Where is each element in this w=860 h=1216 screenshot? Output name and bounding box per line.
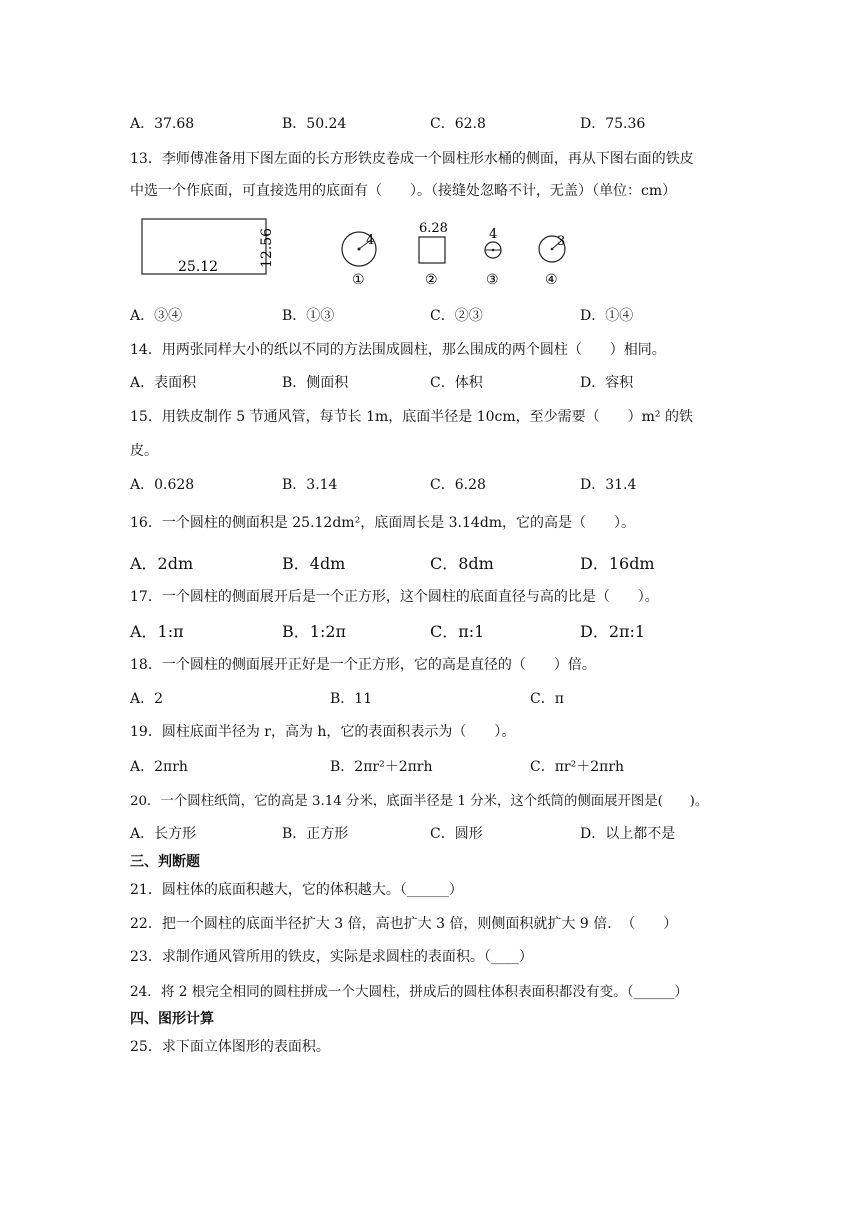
q25-text: 25．求下面立体图形的表面积。 (130, 1039, 330, 1055)
q15-line1: 15．用铁皮制作 5 节通风管，每节长 1m，底面半径是 10cm，至少需要（ ）m² 的铁 (130, 409, 693, 425)
section-figure-calc-heading: 四、图形计算 (130, 1011, 214, 1027)
q18-text: 18．一个圆柱的侧面展开正好是一个正方形，它的高是直径的（ ）倍。 (130, 657, 596, 673)
section-true-false-heading: 三、判断题 (130, 854, 200, 870)
q17-option-a: A．1:π (130, 622, 184, 641)
shape4-number: ④ (545, 272, 558, 288)
q15-option-a: A．0.628 (130, 477, 195, 493)
q19-option-a: A．2πrh (130, 759, 188, 775)
q17-option-c: C．π:1 (430, 622, 485, 641)
q16-option-a: A．2dm (130, 554, 194, 573)
q20-option-a: A．长方形 (130, 826, 197, 842)
q14-option-b: B．侧面积 (282, 375, 349, 391)
q12-option-a: A．37.68 (130, 116, 195, 132)
shape3-number: ③ (486, 272, 499, 288)
q16-option-b: B．4dm (282, 554, 346, 573)
q17-option-d: D．2π:1 (580, 622, 646, 641)
q13-line2: 中选一个作底面，可直接选用的底面有（ ）。（接缝处忽略不计，无盖）（单位：cm） (130, 183, 677, 199)
shape1-number: ① (352, 272, 365, 288)
q13-option-c: C．②③ (430, 308, 483, 324)
q16-option-c: C．8dm (430, 554, 494, 573)
q17-text: 17．一个圆柱的侧面展开后是一个正方形，这个圆柱的底面直径与高的比是（ ）。 (130, 589, 659, 605)
q24-text: 24．将 2 根完全相同的圆柱拼成一个大圆柱，拼成后的圆柱体积表面积都没有变。（______） (130, 984, 688, 1000)
q22-text: 22．把一个圆柱的底面半径扩大 3 倍，高也扩大 3 倍，则侧面积就扩大 9 倍． （ ） (130, 916, 678, 932)
q17-option-b: B．1:2π (282, 622, 347, 641)
q21-text: 21．圆柱体的底面积越大，它的体积越大。（______） (130, 882, 463, 898)
q23-text: 23．求制作通风管所用的铁皮，实际是求圆柱的表面积。（____） (130, 949, 533, 965)
shape4-label: 3 (557, 234, 566, 249)
q13-line1: 13．李师傅准备用下图左面的长方形铁皮卷成一个圆柱形水桶的侧面，再从下图右面的铁皮 (130, 151, 694, 167)
q20-option-b: B．正方形 (282, 826, 349, 842)
shape2-label: 6.28 (419, 221, 448, 236)
q16-option-d: D．16dm (580, 554, 655, 573)
q18-option-a: A．2 (130, 691, 164, 707)
q12-option-c: C．62.8 (430, 116, 486, 132)
q13-option-b: B．①③ (282, 308, 335, 324)
q14-option-c: C．体积 (430, 375, 483, 391)
q15-option-c: C．6.28 (430, 477, 486, 493)
q18-option-c: C．π (530, 691, 564, 707)
q15-line2: 皮。 (130, 443, 158, 459)
q15-option-d: D．31.4 (580, 477, 637, 493)
q19-option-c: C．πr²＋2πrh (530, 759, 625, 775)
rect-width-label: 25.12 (178, 259, 219, 275)
q14-option-d: D．容积 (580, 375, 634, 391)
q18-option-b: B．11 (330, 691, 373, 707)
rect-height-label: 12.56 (259, 227, 275, 268)
q20-option-d: D．以上都不是 (580, 826, 676, 842)
q20-option-c: C．圆形 (430, 826, 483, 842)
q20-text: 20．一个圆柱纸筒，它的高是 3.14 分米，底面半径是 1 分米，这个纸筒的侧面展开图是( )。 (130, 794, 709, 809)
q13-figure (130, 210, 580, 290)
shape2-number: ② (425, 272, 438, 288)
q12-option-b: B．50.24 (282, 116, 347, 132)
q16-text: 16．一个圆柱的侧面积是 25.12dm²，底面周长是 3.14dm，它的高是（ ）。 (130, 515, 636, 531)
q13-option-a: A．③④ (130, 308, 183, 324)
q14-text: 14．用两张同样大小的纸以不同的方法围成圆柱，那么围成的两个圆柱（ ）相同。 (130, 342, 666, 358)
q19-option-b: B．2πr²＋2πrh (330, 759, 433, 775)
q14-option-a: A．表面积 (130, 375, 197, 391)
q12-option-d: D．75.36 (580, 116, 646, 132)
q19-text: 19．圆柱底面半径为 r，高为 h，它的表面积表示为（ ）。 (130, 724, 516, 740)
q13-option-d: D．①④ (580, 308, 634, 324)
shape3-label: 4 (489, 227, 498, 242)
q15-option-b: B．3.14 (282, 477, 338, 493)
shape2-square (419, 237, 445, 263)
shape1-label: 4 (366, 233, 375, 248)
